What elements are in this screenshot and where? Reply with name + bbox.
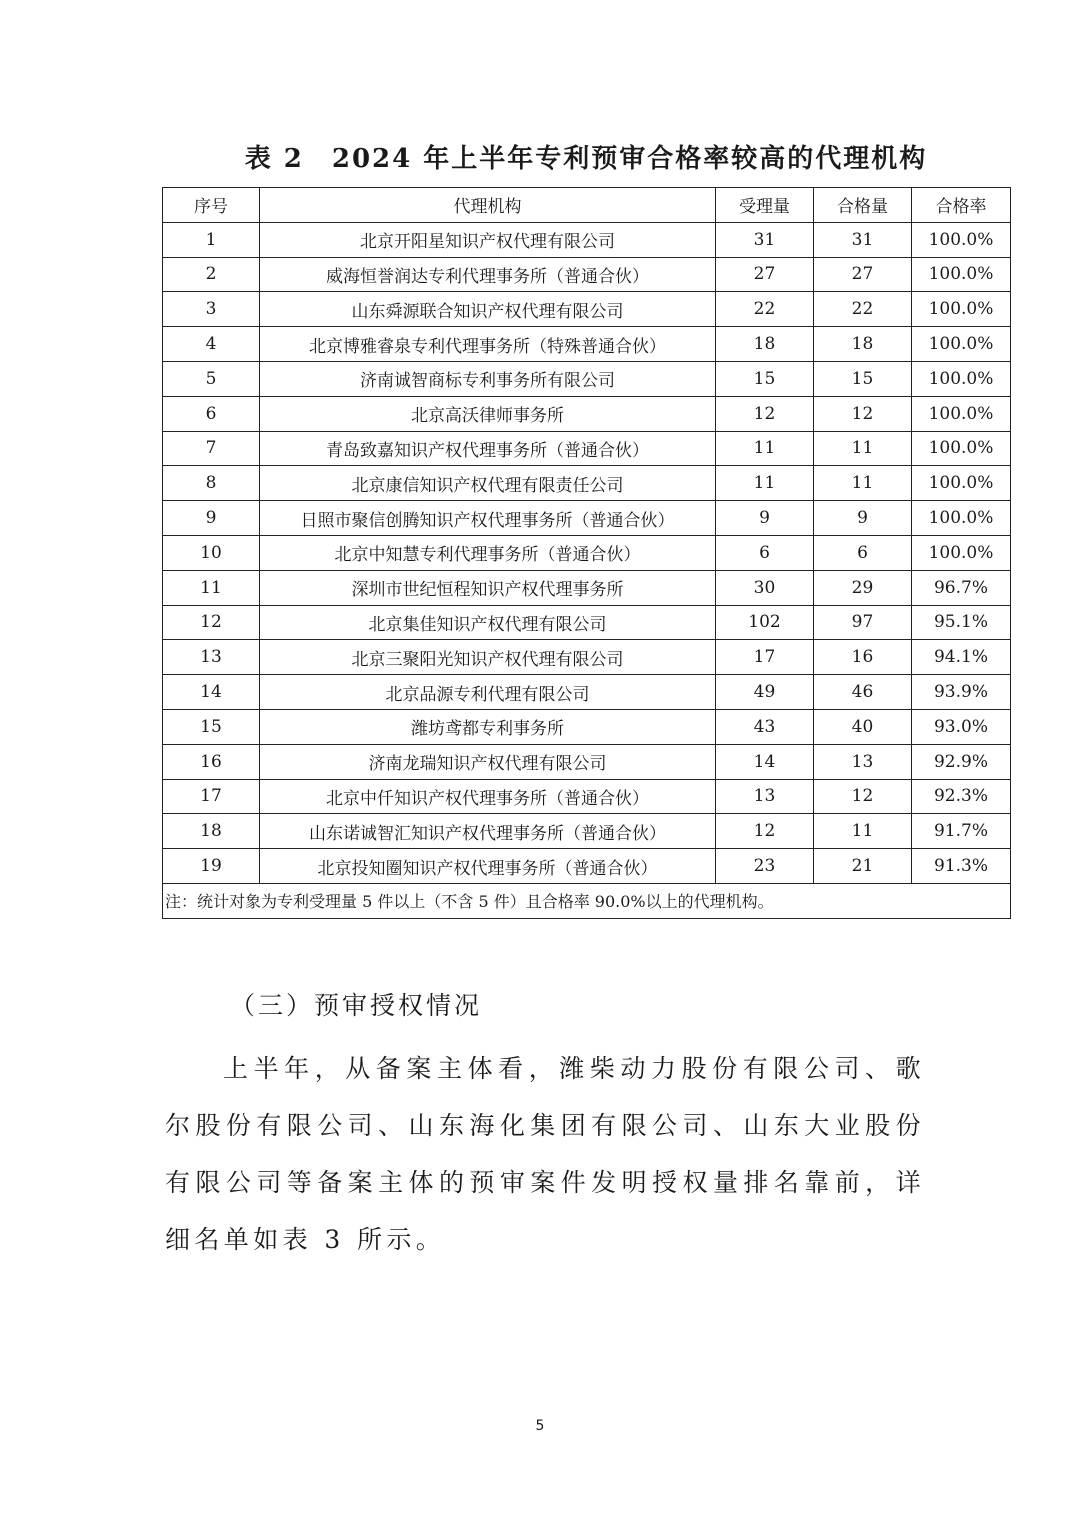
table-row xyxy=(163,466,1011,501)
cell-index: 19 xyxy=(163,849,260,884)
table-body xyxy=(163,222,1011,883)
cell-agency: 北京康信知识产权代理有限责任公司 xyxy=(260,466,716,501)
cell-qualified: 15 xyxy=(814,361,912,396)
table-row xyxy=(163,849,1011,884)
table-row xyxy=(163,640,1011,675)
cell-rate: 100.0% xyxy=(912,292,1011,327)
cell-index: 10 xyxy=(163,535,260,570)
cell-accepted: 27 xyxy=(716,257,814,292)
cell-agency: 北京品源专利代理有限公司 xyxy=(260,675,716,710)
table-note: 注：统计对象为专利受理量 5 件以上（不含 5 件）且合格率 90.0%以上的代理机构。 xyxy=(163,883,1011,918)
cell-qualified: 21 xyxy=(814,849,912,884)
cell-qualified: 12 xyxy=(814,396,912,431)
cell-qualified: 18 xyxy=(814,327,912,362)
cell-rate: 100.0% xyxy=(912,257,1011,292)
cell-index: 13 xyxy=(163,640,260,675)
cell-accepted: 49 xyxy=(716,675,814,710)
table-row xyxy=(163,222,1011,257)
cell-index: 3 xyxy=(163,292,260,327)
cell-rate: 93.9% xyxy=(912,675,1011,710)
cell-index: 15 xyxy=(163,709,260,744)
cell-accepted: 17 xyxy=(716,640,814,675)
cell-rate: 91.7% xyxy=(912,814,1011,849)
cell-rate: 93.0% xyxy=(912,709,1011,744)
page-number: 5 xyxy=(535,1418,545,1434)
table-row xyxy=(163,709,1011,744)
cell-accepted: 11 xyxy=(716,431,814,466)
cell-agency: 北京开阳星知识产权代理有限公司 xyxy=(260,222,716,257)
table-row xyxy=(163,605,1011,640)
header-agency: 代理机构 xyxy=(260,188,716,223)
cell-accepted: 30 xyxy=(716,570,814,605)
cell-agency: 深圳市世纪恒程知识产权代理事务所 xyxy=(260,570,716,605)
cell-rate: 92.9% xyxy=(912,744,1011,779)
cell-index: 12 xyxy=(163,605,260,640)
cell-qualified: 11 xyxy=(814,814,912,849)
cell-qualified: 13 xyxy=(814,744,912,779)
cell-agency: 济南龙瑞知识产权代理有限公司 xyxy=(260,744,716,779)
cell-qualified: 40 xyxy=(814,709,912,744)
cell-index: 14 xyxy=(163,675,260,710)
cell-rate: 100.0% xyxy=(912,327,1011,362)
cell-index: 4 xyxy=(163,327,260,362)
cell-rate: 100.0% xyxy=(912,431,1011,466)
table-row xyxy=(163,327,1011,362)
cell-agency: 山东舜源联合知识产权代理有限公司 xyxy=(260,292,716,327)
table-row xyxy=(163,361,1011,396)
cell-agency: 北京投知圈知识产权代理事务所（普通合伙） xyxy=(260,849,716,884)
cell-accepted: 102 xyxy=(716,605,814,640)
cell-qualified: 9 xyxy=(814,501,912,536)
cell-index: 11 xyxy=(163,570,260,605)
cell-index: 6 xyxy=(163,396,260,431)
cell-index: 2 xyxy=(163,257,260,292)
cell-agency: 济南诚智商标专利事务所有限公司 xyxy=(260,361,716,396)
cell-rate: 100.0% xyxy=(912,466,1011,501)
cell-accepted: 12 xyxy=(716,396,814,431)
cell-qualified: 27 xyxy=(814,257,912,292)
cell-accepted: 14 xyxy=(716,744,814,779)
cell-index: 9 xyxy=(163,501,260,536)
cell-index: 17 xyxy=(163,779,260,814)
table-row xyxy=(163,431,1011,466)
table-row xyxy=(163,396,1011,431)
table-header-row xyxy=(163,188,1011,223)
cell-accepted: 43 xyxy=(716,709,814,744)
cell-accepted: 12 xyxy=(716,814,814,849)
header-rate: 合格率 xyxy=(912,188,1011,223)
table-row xyxy=(163,570,1011,605)
cell-index: 18 xyxy=(163,814,260,849)
cell-accepted: 9 xyxy=(716,501,814,536)
cell-qualified: 11 xyxy=(814,431,912,466)
cell-accepted: 22 xyxy=(716,292,814,327)
cell-rate: 96.7% xyxy=(912,570,1011,605)
cell-qualified: 16 xyxy=(814,640,912,675)
cell-rate: 100.0% xyxy=(912,501,1011,536)
cell-qualified: 46 xyxy=(814,675,912,710)
body-paragraph: 上半年，从备案主体看，潍柴动力股份有限公司、歌尔股份有限公司、山东海化集团有限公司、山东大业股份有限公司等备案主体的预审案件发明授权量排名靠前，详细名单如表 3 所示。 xyxy=(165,1054,925,1254)
cell-accepted: 13 xyxy=(716,779,814,814)
cell-accepted: 15 xyxy=(716,361,814,396)
cell-accepted: 31 xyxy=(716,222,814,257)
cell-qualified: 31 xyxy=(814,222,912,257)
cell-accepted: 11 xyxy=(716,466,814,501)
cell-qualified: 29 xyxy=(814,570,912,605)
table-row xyxy=(163,535,1011,570)
cell-agency: 日照市聚信创腾知识产权代理事务所（普通合伙） xyxy=(260,501,716,536)
section-heading: （三）预审授权情况 xyxy=(230,991,483,1020)
cell-agency: 北京中仟知识产权代理事务所（普通合伙） xyxy=(260,779,716,814)
table-row xyxy=(163,814,1011,849)
table-row xyxy=(163,501,1011,536)
cell-rate: 100.0% xyxy=(912,535,1011,570)
cell-qualified: 22 xyxy=(814,292,912,327)
cell-qualified: 6 xyxy=(814,535,912,570)
table-row xyxy=(163,779,1011,814)
table-title: 表 2 2024 年上半年专利预审合格率较高的代理机构 xyxy=(244,144,928,174)
header-index: 序号 xyxy=(163,188,260,223)
cell-rate: 92.3% xyxy=(912,779,1011,814)
header-accepted: 受理量 xyxy=(716,188,814,223)
cell-agency: 潍坊鸢都专利事务所 xyxy=(260,709,716,744)
cell-index: 8 xyxy=(163,466,260,501)
cell-agency: 北京高沃律师事务所 xyxy=(260,396,716,431)
cell-agency: 北京三聚阳光知识产权代理有限公司 xyxy=(260,640,716,675)
cell-rate: 100.0% xyxy=(912,361,1011,396)
cell-agency: 威海恒誉润达专利代理事务所（普通合伙） xyxy=(260,257,716,292)
cell-agency: 青岛致嘉知识产权代理事务所（普通合伙） xyxy=(260,431,716,466)
cell-rate: 95.1% xyxy=(912,605,1011,640)
cell-accepted: 18 xyxy=(716,327,814,362)
cell-qualified: 97 xyxy=(814,605,912,640)
cell-rate: 100.0% xyxy=(912,396,1011,431)
cell-accepted: 23 xyxy=(716,849,814,884)
cell-index: 5 xyxy=(163,361,260,396)
table-row xyxy=(163,257,1011,292)
header-qualified: 合格量 xyxy=(814,188,912,223)
cell-agency: 北京博雅睿泉专利代理事务所（特殊普通合伙） xyxy=(260,327,716,362)
table-row xyxy=(163,292,1011,327)
cell-rate: 100.0% xyxy=(912,222,1011,257)
table-row xyxy=(163,744,1011,779)
table-row xyxy=(163,675,1011,710)
cell-rate: 91.3% xyxy=(912,849,1011,884)
cell-accepted: 6 xyxy=(716,535,814,570)
table-note-row xyxy=(163,883,1011,918)
cell-index: 16 xyxy=(163,744,260,779)
cell-agency: 北京集佳知识产权代理有限公司 xyxy=(260,605,716,640)
cell-rate: 94.1% xyxy=(912,640,1011,675)
agency-table xyxy=(162,187,1011,919)
cell-qualified: 12 xyxy=(814,779,912,814)
cell-agency: 北京中知慧专利代理事务所（普通合伙） xyxy=(260,535,716,570)
cell-index: 7 xyxy=(163,431,260,466)
cell-qualified: 11 xyxy=(814,466,912,501)
cell-index: 1 xyxy=(163,222,260,257)
cell-agency: 山东诺诚智汇知识产权代理事务所（普通合伙） xyxy=(260,814,716,849)
